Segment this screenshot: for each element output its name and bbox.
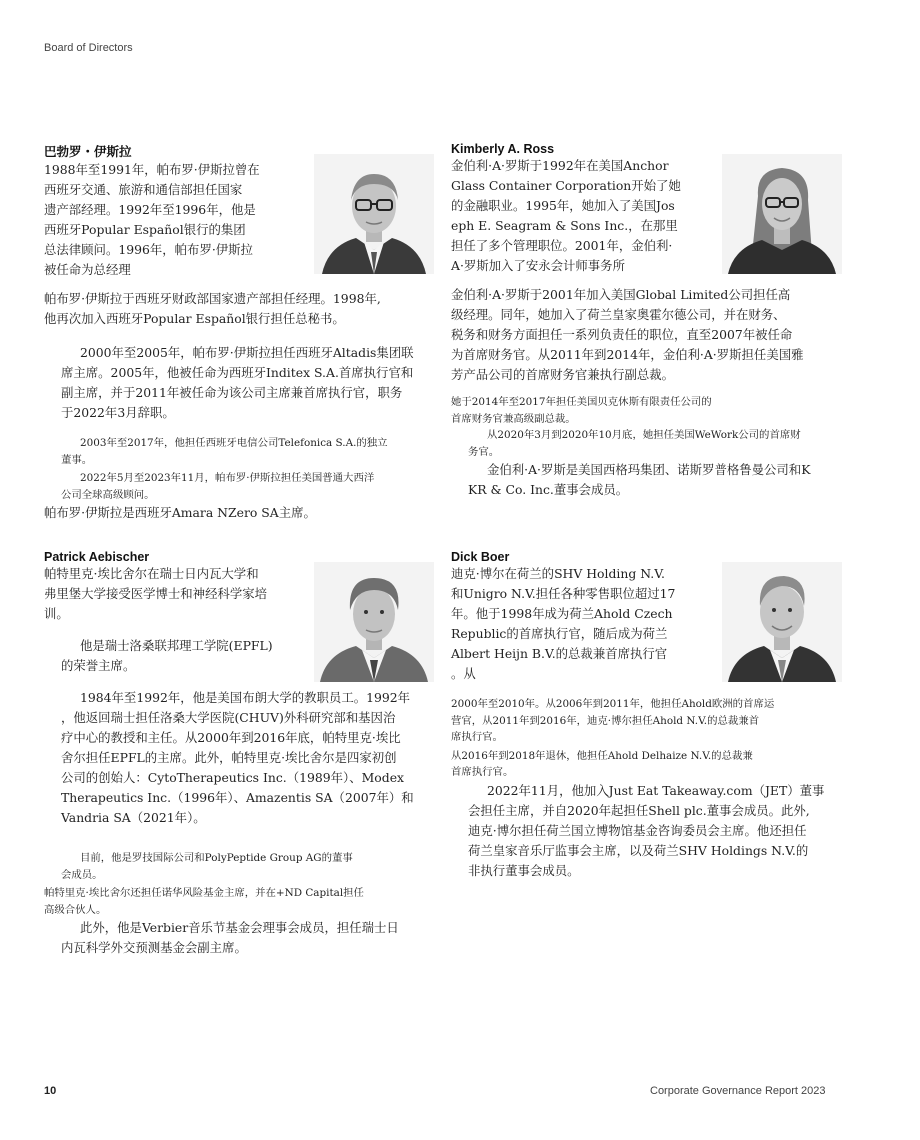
text-line: 担任了多个管理职位。2001年，金伯利·	[451, 238, 673, 253]
bio-paragraph: 2022年5月至2023年11月，帕布罗·伊斯拉担任美国普通大西洋 公司全球高级顾问。	[61, 472, 375, 501]
portrait-pablo-isla	[314, 154, 434, 274]
text-line: Glass Container Corporation开始了她	[451, 178, 681, 193]
text-line: Republic的首席执行官，随后成为荷兰	[451, 626, 668, 641]
director-name: 巴勃罗・伊斯拉	[44, 145, 132, 159]
text-line: 帕特里克·埃比舍尔在瑞士日内瓦大学和	[44, 566, 259, 581]
bio-paragraph: 2022年11月，他加入Just Eat Takeaway.com（JET）董事 会担任主席，并自2020年起担任Shell plc.董事会成员。此外, 迪克·博尔担任荷兰国立博物馆基金咨询委员会主席。他还担任 荷兰皇家音乐厅监事会主席，以及荷兰SHV Holdings N.V.的 非执行董事会成员。	[468, 782, 825, 878]
text-line: 1988年至1991年，帕布罗·伊斯拉曾在	[44, 162, 260, 177]
text-line: 和Unigro N.V.担任各种零售职位超过17	[451, 586, 676, 601]
text-line: eph E. Seagram & Sons Inc.，在那里	[451, 218, 678, 233]
bio-paragraph: 2000年至2010年。从2006年到2011年，他担任Ahold欧洲的首席运 营官，从2011年到2016年，迪克·博尔担任Ahold N.V.的总裁兼首 席执行官。	[451, 698, 775, 743]
text-line: 总法律顾问。1996年，帕布罗·伊斯拉	[44, 242, 253, 257]
bio-paragraph: 帕布罗·伊斯拉是西班牙Amara NZero SA主席。	[44, 505, 316, 520]
director-intro	[451, 156, 701, 276]
report-title: Corporate Governance Report 2023	[650, 1085, 826, 1097]
text-line: 弗里堡大学接受医学博士和神经科学家培	[44, 586, 268, 601]
portrait-patrick-aebischer	[314, 562, 434, 682]
director-intro	[44, 160, 284, 280]
text-line: 遗产部经理。1992年至1996年，他是	[44, 202, 256, 217]
bio-paragraph: 帕布罗·伊斯拉于西班牙财政部国家遗产部担任经理。1998年, 他再次加入西班牙Popular Español银行担任总秘书。	[44, 291, 381, 326]
portrait-kimberly-ross	[722, 154, 842, 274]
bio-paragraph: 帕特里克·埃比舍尔还担任诺华风险基金主席，并在+ND Capital担任 高级合伙人。	[44, 887, 364, 916]
bio-paragraph: 金伯利·A·罗斯是美国西格玛集团、诺斯罗普格鲁曼公司和K KR & Co. Inc.董事会成员。	[468, 462, 811, 497]
bio-paragraph: 从2016年到2018年退休，他担任Ahold Delhaize N.V.的总裁兼 首席执行官。	[451, 749, 753, 778]
text-line: 。从	[451, 666, 476, 681]
bio-paragraph: 1984年至1992年，他是美国布朗大学的教职员工。1992年 ，他返回瑞士担任洛桑大学医院(CHUV)外科研究部和基因治 疗中心的教授和主任。从2000年到2016年底，帕特里克·埃比 舍尔担任EPFL的主席。此外，帕特里克·埃比舍尔是四家初创 公司的创始人：CytoTherapeutics Inc.（1989年）、Modex Therapeutics Inc.（1996年）、Amazentis SA（2007年）和 Vandria SA（2021年）。	[61, 690, 414, 825]
text-line: 西班牙Popular Español银行的集团	[44, 222, 246, 237]
text-line: Albert Heijn B.V.的总裁兼首席执行官	[451, 646, 668, 661]
page-number: 10	[44, 1085, 57, 1097]
page-header: Board of Directors	[44, 42, 133, 54]
director-intro	[451, 564, 706, 684]
text-line: 金伯利·A·罗斯于1992年在美国Anchor	[451, 158, 669, 173]
director-name: Patrick Aebischer	[44, 550, 150, 564]
bio-paragraph: 金伯利·A·罗斯于2001年加入美国Global Limited公司担任高 级经理。同年，她加入了荷兰皇家奥霍尔德公司，并在财务、 税务和财务方面担任一系列负责任的职位，直至2007年被任命 为首席财务官。从2011年到2014年，金伯利·A·罗斯担任美国雅 芳产品公司的首席财务官兼执行副总裁。	[451, 287, 804, 382]
text-line: 训。	[44, 606, 69, 621]
bio-paragraph: 目前，他是罗技国际公司和PolyPeptide Group AG的董事 会成员。	[61, 852, 353, 881]
text-line: 西班牙交通、旅游和通信部担任国家	[44, 182, 243, 197]
director-intro	[44, 564, 304, 624]
text-line: 年。他于1998年成为荷兰Ahold Czech	[451, 606, 673, 621]
bio-paragraph: 从2020年3月到2020年10月底，她担任美国WeWork公司的首席财 务官。	[468, 429, 801, 458]
bio-paragraph: 2000年至2005年，帕布罗·伊斯拉担任西班牙Altadis集团联 席主席。2005年，他被任命为西班牙Inditex S.A.首席执行官和 副主席，并于2011年被任命为该公司主席兼首席执行官，职务 于2022年3月辞职。	[61, 345, 414, 420]
bio-paragraph: 她于2014年至2017年担任美国贝克休斯有限责任公司的 首席财务官兼高级副总裁。	[451, 396, 712, 425]
director-name: Dick Boer	[451, 550, 510, 564]
bio-paragraph: 他是瑞士洛桑联邦理工学院(EPFL) 的荣誉主席。	[61, 638, 273, 673]
text-line: 迪克·博尔在荷兰的SHV Holding N.V.	[451, 566, 665, 581]
director-name: Kimberly A. Ross	[451, 142, 555, 156]
text-line: 被任命为总经理	[44, 262, 131, 277]
portrait-dick-boer	[722, 562, 842, 682]
bio-paragraph: 2003年至2017年，他担任西班牙电信公司Telefonica S.A.的独立 董事。	[61, 437, 388, 466]
bio-paragraph: 此外，他是Verbier音乐节基金会理事会成员，担任瑞士日 内瓦科学外交预测基金会副主席。	[61, 920, 399, 955]
text-line: A·罗斯加入了安永会计师事务所	[451, 258, 625, 273]
text-line: 的金融职业。1995年，她加入了美国Jos	[451, 198, 675, 213]
